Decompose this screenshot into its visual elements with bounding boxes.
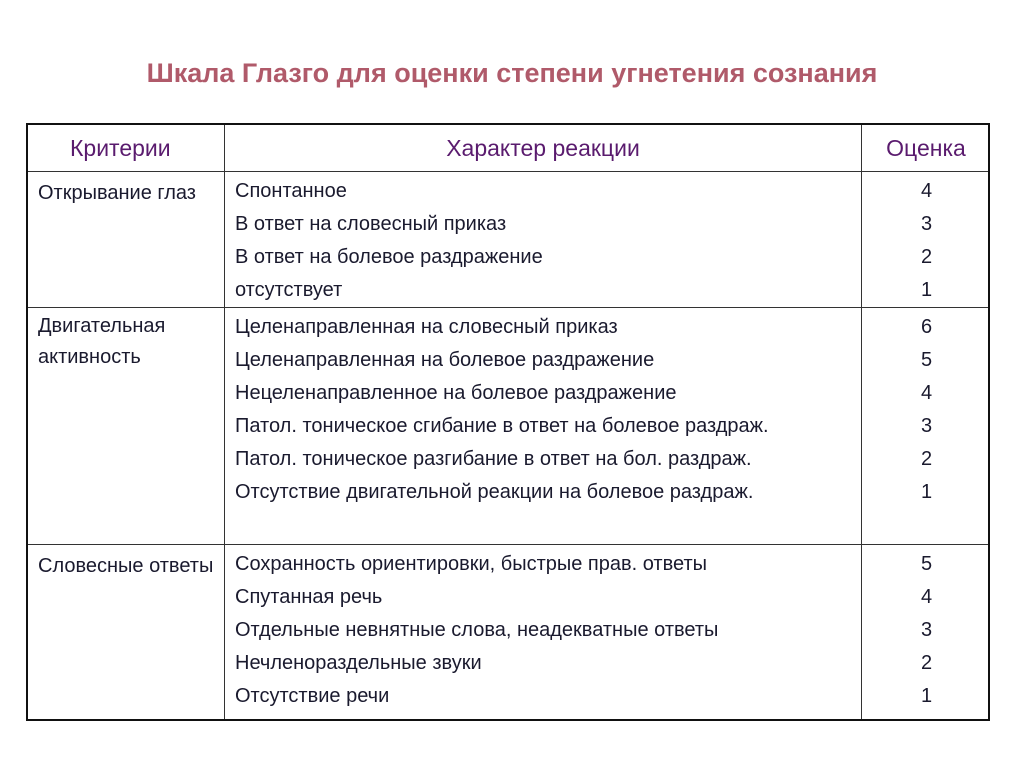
reaction-item: Спутанная речь bbox=[235, 586, 383, 608]
criterion-label: Двигательная активность bbox=[28, 307, 225, 544]
score-value: 4 bbox=[920, 586, 933, 608]
score-value: 2 bbox=[920, 448, 933, 470]
score-value: 1 bbox=[920, 279, 933, 301]
reaction-item: Патол. тоническое разгибание в ответ на бол. раздраж. bbox=[235, 448, 752, 470]
reaction-item: В ответ на болевое раздражение bbox=[235, 246, 543, 268]
score-value: 5 bbox=[920, 349, 933, 371]
reaction-item: отсутствует bbox=[235, 279, 343, 301]
score-value: 5 bbox=[920, 553, 933, 575]
reaction-item: Нечленораздельные звуки bbox=[235, 652, 482, 674]
reaction-list bbox=[225, 544, 862, 719]
score-value: 3 bbox=[920, 619, 933, 641]
score-value: 1 bbox=[920, 481, 933, 503]
reaction-list bbox=[225, 307, 862, 544]
reaction-item: Отсутствие двигательной реакции на болевое раздраж. bbox=[235, 481, 754, 503]
reaction-item: Отсутствие речи bbox=[235, 685, 390, 707]
section-eye-opening bbox=[28, 171, 988, 308]
reaction-item: Сохранность ориентировки, быстрые прав. ответы bbox=[235, 553, 707, 575]
header-criteria: Критерии bbox=[28, 125, 225, 171]
reaction-item: Целенаправленная на болевое раздражение bbox=[235, 349, 655, 371]
reaction-item: Отдельные невнятные слова, неадекватные ответы bbox=[235, 619, 719, 641]
reaction-item: Целенаправленная на словесный приказ bbox=[235, 316, 618, 338]
page-title: Шкала Глазго для оценки степени угнетения сознания bbox=[146, 58, 878, 88]
criterion-label: Открывание глаз bbox=[28, 171, 225, 307]
header-score: Оценка bbox=[886, 134, 966, 161]
reaction-list bbox=[225, 171, 862, 307]
table-header-row bbox=[28, 125, 988, 172]
reaction-item: Спонтанное bbox=[235, 180, 347, 202]
reaction-item: Патол. тоническое сгибание в ответ на болевое раздраж. bbox=[235, 415, 769, 437]
reaction-item: В ответ на словесный приказ bbox=[235, 213, 507, 235]
score-value: 2 bbox=[920, 652, 933, 674]
reaction-item: Нецеленаправленное на болевое раздражение bbox=[235, 382, 677, 404]
score-value: 4 bbox=[920, 382, 933, 404]
score-value: 6 bbox=[920, 316, 933, 338]
score-list bbox=[862, 544, 990, 719]
score-value: 4 bbox=[920, 180, 933, 202]
section-motor-activity bbox=[28, 307, 988, 545]
glasgow-scale-table bbox=[26, 123, 990, 721]
score-list bbox=[862, 171, 990, 307]
score-value: 1 bbox=[920, 685, 933, 707]
score-value: 3 bbox=[920, 415, 933, 437]
score-value: 2 bbox=[920, 246, 933, 268]
header-reaction: Характер реакции bbox=[225, 125, 862, 171]
section-verbal-response bbox=[28, 544, 988, 719]
criterion-label: Словесные ответы bbox=[28, 544, 225, 719]
score-value: 3 bbox=[920, 213, 933, 235]
score-list bbox=[862, 307, 990, 544]
